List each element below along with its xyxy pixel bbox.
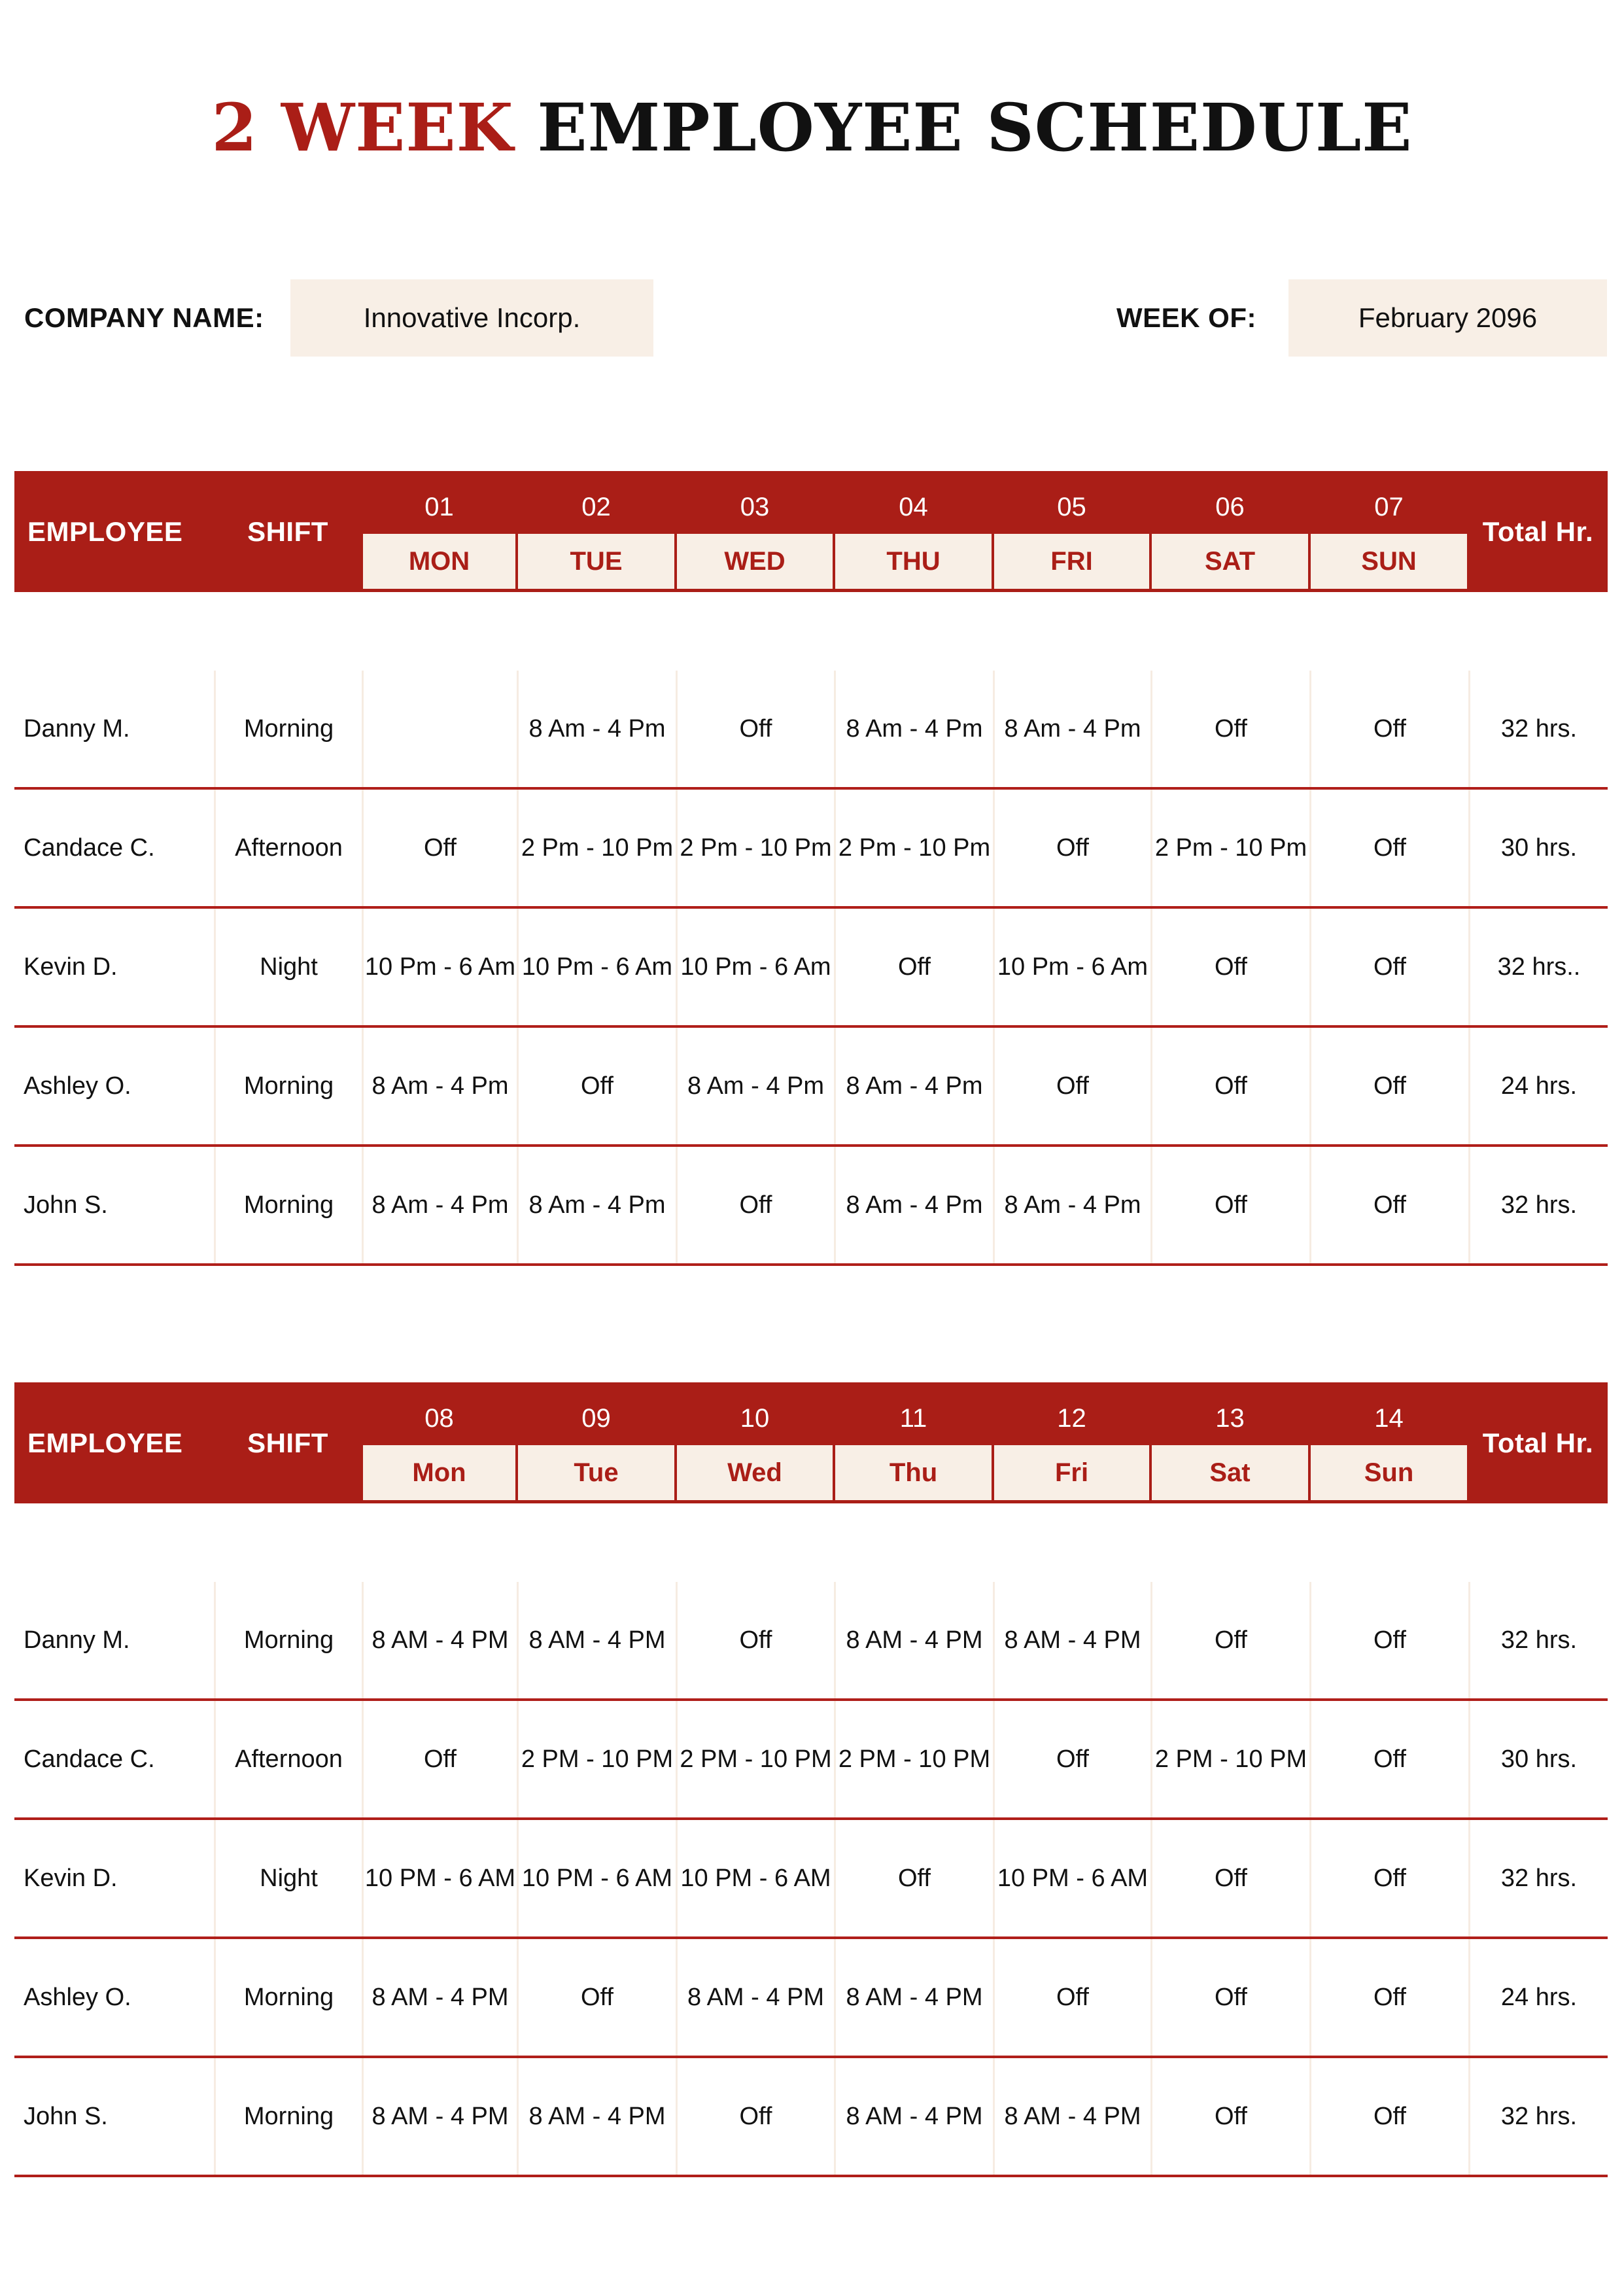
day-number: 03 [740, 493, 770, 521]
shift-time-cell[interactable]: Off [1309, 671, 1468, 787]
employee-name-cell[interactable]: Candace C. [24, 1745, 155, 1773]
week-of-field[interactable]: February 2096 [1288, 279, 1607, 357]
shift-time-cell[interactable]: Off [676, 671, 834, 787]
shift-time-cell[interactable]: 8 AM - 4 PM [676, 1939, 834, 2056]
shift-time-cell[interactable]: Off [1309, 1701, 1468, 1817]
shift-time-cell[interactable]: Off [676, 2058, 834, 2175]
shift-cell[interactable]: Night [214, 909, 362, 1025]
day-number: 04 [899, 493, 928, 521]
shift-time-cell[interactable]: 2 PM - 10 PM [1150, 1701, 1309, 1817]
employee-name-cell[interactable]: Kevin D. [24, 953, 118, 981]
shift-time-cell[interactable]: 8 Am - 4 Pm [834, 1147, 993, 1263]
shift-time-cell[interactable]: Off [1150, 909, 1309, 1025]
header-total-hours: Total Hr. [1482, 516, 1594, 547]
shift-cell[interactable]: Afternoon [214, 790, 362, 906]
employee-name-cell[interactable]: John S. [24, 1191, 108, 1219]
shift-time-cell[interactable]: Off [1150, 671, 1309, 787]
title-rest: EMPLOYEE SCHEDULE [513, 89, 1413, 166]
total-hours-cell[interactable]: 32 hrs. [1468, 2058, 1608, 2175]
shift-time-cell[interactable]: 8 AM - 4 PM [993, 2058, 1150, 2175]
table-body [14, 1582, 1608, 2177]
header-employee: EMPLOYEE [27, 516, 183, 547]
shift-time-cell[interactable]: 8 AM - 4 PM [834, 1582, 993, 1698]
shift-time-cell[interactable]: 8 AM - 4 PM [993, 1582, 1150, 1698]
shift-time-cell[interactable]: 10 PM - 6 AM [362, 1820, 517, 1936]
shift-time-cell[interactable]: Off [834, 1820, 993, 1936]
total-hours-cell[interactable]: 24 hrs. [1468, 1028, 1608, 1144]
header-day-column [517, 471, 676, 592]
page-title [0, 85, 1624, 170]
employee-name-cell[interactable]: Ashley O. [24, 1072, 131, 1100]
shift-time-cell[interactable]: Off [993, 790, 1150, 906]
shift-time-cell[interactable]: Off [676, 1582, 834, 1698]
shift-time-cell[interactable]: 2 PM - 10 PM [517, 1701, 676, 1817]
table-row [14, 790, 1608, 909]
shift-time-cell[interactable]: 8 Am - 4 Pm [993, 1147, 1150, 1263]
header-shift: SHIFT [247, 516, 328, 547]
shift-time-cell[interactable]: 2 PM - 10 PM [834, 1701, 993, 1817]
table-row [14, 1028, 1608, 1147]
day-number: 08 [424, 1404, 454, 1433]
title-accent: 2 WEEK [211, 89, 514, 166]
header-shift: SHIFT [247, 1428, 328, 1458]
shift-cell[interactable]: Morning [214, 1939, 362, 2056]
day-number: 14 [1374, 1404, 1404, 1433]
total-hours-cell[interactable]: 30 hrs. [1468, 790, 1608, 906]
day-number: 01 [424, 493, 454, 521]
shift-time-cell[interactable]: Off [1309, 909, 1468, 1025]
employee-name-cell[interactable]: Candace C. [24, 834, 155, 862]
header-day-column [834, 471, 993, 592]
shift-time-cell[interactable]: 2 PM - 10 PM [676, 1701, 834, 1817]
schedule-table-week-2 [14, 1382, 1608, 2177]
shift-time-cell[interactable]: 8 AM - 4 PM [517, 1582, 676, 1698]
shift-time-cell[interactable]: 8 AM - 4 PM [834, 1939, 993, 2056]
table-header [14, 1382, 1608, 1503]
header-day-column [993, 471, 1150, 592]
shift-time-cell[interactable]: Off [1309, 790, 1468, 906]
day-name: Tue [518, 1445, 674, 1500]
shift-time-cell[interactable]: Off [517, 1939, 676, 2056]
shift-cell[interactable]: Night [214, 1820, 362, 1936]
shift-time-cell[interactable]: Off [993, 1028, 1150, 1144]
header-day-column [1150, 1382, 1309, 1503]
header-day-column [362, 471, 517, 592]
total-hours-cell[interactable]: 30 hrs. [1468, 1701, 1608, 1817]
shift-time-cell[interactable]: Off [1150, 2058, 1309, 2175]
shift-cell[interactable]: Morning [214, 1582, 362, 1698]
shift-cell[interactable]: Morning [214, 1028, 362, 1144]
shift-time-cell[interactable]: 10 PM - 6 AM [517, 1820, 676, 1936]
table-row [14, 1147, 1608, 1266]
day-number: 07 [1374, 493, 1404, 521]
shift-time-cell[interactable]: 2 Pm - 10 Pm [517, 790, 676, 906]
table-row [14, 1582, 1608, 1701]
week-of-label: WEEK OF: [1116, 302, 1256, 333]
day-name: Sun [1311, 1445, 1467, 1500]
day-name: Sat [1152, 1445, 1308, 1500]
header-day-column [676, 471, 834, 592]
shift-time-cell[interactable]: Off [1309, 1582, 1468, 1698]
day-name: THU [835, 534, 992, 589]
day-number: 09 [581, 1404, 611, 1433]
total-hours-cell[interactable]: 32 hrs.. [1468, 909, 1608, 1025]
shift-time-cell[interactable]: 10 PM - 6 AM [993, 1820, 1150, 1936]
shift-time-cell[interactable]: Off [1309, 1028, 1468, 1144]
table-row [14, 671, 1608, 790]
shift-cell[interactable]: Morning [214, 2058, 362, 2175]
shift-time-cell[interactable]: 8 Am - 4 Pm [834, 1028, 993, 1144]
shift-time-cell[interactable]: Off [1309, 1147, 1468, 1263]
total-hours-cell[interactable]: 24 hrs. [1468, 1939, 1608, 2056]
shift-time-cell[interactable]: 8 AM - 4 PM [517, 2058, 676, 2175]
shift-time-cell[interactable]: Off [362, 790, 517, 906]
company-name-field[interactable]: Innovative Incorp. [290, 279, 653, 357]
employee-name-cell[interactable]: Kevin D. [24, 1865, 118, 1892]
shift-time-cell[interactable]: 8 Am - 4 Pm [362, 1147, 517, 1263]
header-day-column [1309, 1382, 1468, 1503]
shift-time-cell[interactable]: Off [834, 909, 993, 1025]
employee-name-cell[interactable]: Danny M. [24, 1626, 130, 1654]
shift-time-cell[interactable]: 8 AM - 4 PM [834, 2058, 993, 2175]
shift-time-cell[interactable]: Off [1150, 1939, 1309, 2056]
shift-time-cell[interactable]: Off [362, 1701, 517, 1817]
day-number: 13 [1215, 1404, 1245, 1433]
day-number: 12 [1057, 1404, 1086, 1433]
shift-time-cell[interactable]: 8 Am - 4 Pm [517, 1147, 676, 1263]
day-number: 10 [740, 1404, 770, 1433]
shift-time-cell[interactable]: Off [1309, 1939, 1468, 2056]
table-row [14, 1939, 1608, 2058]
employee-name-cell[interactable]: John S. [24, 2103, 108, 2130]
shift-time-cell[interactable] [362, 671, 517, 787]
header-employee: EMPLOYEE [27, 1428, 183, 1458]
shift-time-cell[interactable]: Off [517, 1028, 676, 1144]
shift-time-cell[interactable]: 8 Am - 4 Pm [517, 671, 676, 787]
day-name: Wed [677, 1445, 833, 1500]
header-total-hours: Total Hr. [1482, 1428, 1594, 1458]
header-day-column [517, 1382, 676, 1503]
shift-time-cell[interactable]: 2 Pm - 10 Pm [676, 790, 834, 906]
header-day-column [676, 1382, 834, 1503]
company-name-label: COMPANY NAME: [24, 302, 264, 333]
shift-time-cell[interactable]: Off [1150, 1820, 1309, 1936]
day-name: SUN [1311, 534, 1467, 589]
day-name: FRI [994, 534, 1149, 589]
table-row [14, 909, 1608, 1028]
shift-cell[interactable]: Afternoon [214, 1701, 362, 1817]
shift-time-cell[interactable]: 10 Pm - 6 Am [517, 909, 676, 1025]
day-number: 05 [1057, 493, 1086, 521]
shift-time-cell[interactable]: 8 AM - 4 PM [362, 1582, 517, 1698]
table-row [14, 1820, 1608, 1939]
shift-time-cell[interactable]: 10 Pm - 6 Am [362, 909, 517, 1025]
shift-cell[interactable]: Morning [214, 1147, 362, 1263]
total-hours-cell[interactable]: 32 hrs. [1468, 1582, 1608, 1698]
day-name: Mon [363, 1445, 515, 1500]
shift-time-cell[interactable]: Off [993, 1939, 1150, 2056]
day-name: SAT [1152, 534, 1308, 589]
shift-time-cell[interactable]: Off [1309, 2058, 1468, 2175]
shift-time-cell[interactable]: 2 Pm - 10 Pm [1150, 790, 1309, 906]
header-day-column [834, 1382, 993, 1503]
table-body [14, 671, 1608, 1266]
shift-cell[interactable]: Morning [214, 671, 362, 787]
shift-time-cell[interactable]: 8 Am - 4 Pm [993, 671, 1150, 787]
header-day-column [1150, 471, 1309, 592]
shift-time-cell[interactable]: 2 Pm - 10 Pm [834, 790, 993, 906]
header-day-column [993, 1382, 1150, 1503]
day-name: Fri [994, 1445, 1149, 1500]
day-name: TUE [518, 534, 674, 589]
employee-name-cell[interactable]: Danny M. [24, 715, 130, 743]
total-hours-cell[interactable]: 32 hrs. [1468, 1147, 1608, 1263]
table-row [14, 2058, 1608, 2177]
total-hours-cell[interactable]: 32 hrs. [1468, 671, 1608, 787]
shift-time-cell[interactable]: 8 AM - 4 PM [362, 1939, 517, 2056]
total-hours-cell[interactable]: 32 hrs. [1468, 1820, 1608, 1936]
day-name: MON [363, 534, 515, 589]
shift-time-cell[interactable]: Off [676, 1147, 834, 1263]
shift-time-cell[interactable]: 8 AM - 4 PM [362, 2058, 517, 2175]
shift-time-cell[interactable]: 8 Am - 4 Pm [676, 1028, 834, 1144]
header-day-column [1309, 471, 1468, 592]
day-number: 02 [581, 493, 611, 521]
schedule-table-week-1 [14, 471, 1608, 1266]
table-header [14, 471, 1608, 592]
day-number: 11 [899, 1404, 927, 1433]
day-name: Thu [835, 1445, 992, 1500]
day-name: WED [677, 534, 833, 589]
shift-time-cell[interactable]: 10 Pm - 6 Am [993, 909, 1150, 1025]
employee-name-cell[interactable]: Ashley O. [24, 1984, 131, 2011]
shift-time-cell[interactable]: Off [1150, 1147, 1309, 1263]
shift-time-cell[interactable]: 8 Am - 4 Pm [362, 1028, 517, 1144]
shift-time-cell[interactable]: Off [993, 1701, 1150, 1817]
header-day-column [362, 1382, 517, 1503]
shift-time-cell[interactable]: 8 Am - 4 Pm [834, 671, 993, 787]
table-row [14, 1701, 1608, 1820]
shift-time-cell[interactable]: Off [1309, 1820, 1468, 1936]
shift-time-cell[interactable]: Off [1150, 1028, 1309, 1144]
shift-time-cell[interactable]: 10 PM - 6 AM [676, 1820, 834, 1936]
shift-time-cell[interactable]: Off [1150, 1582, 1309, 1698]
shift-time-cell[interactable]: 10 Pm - 6 Am [676, 909, 834, 1025]
day-number: 06 [1215, 493, 1245, 521]
